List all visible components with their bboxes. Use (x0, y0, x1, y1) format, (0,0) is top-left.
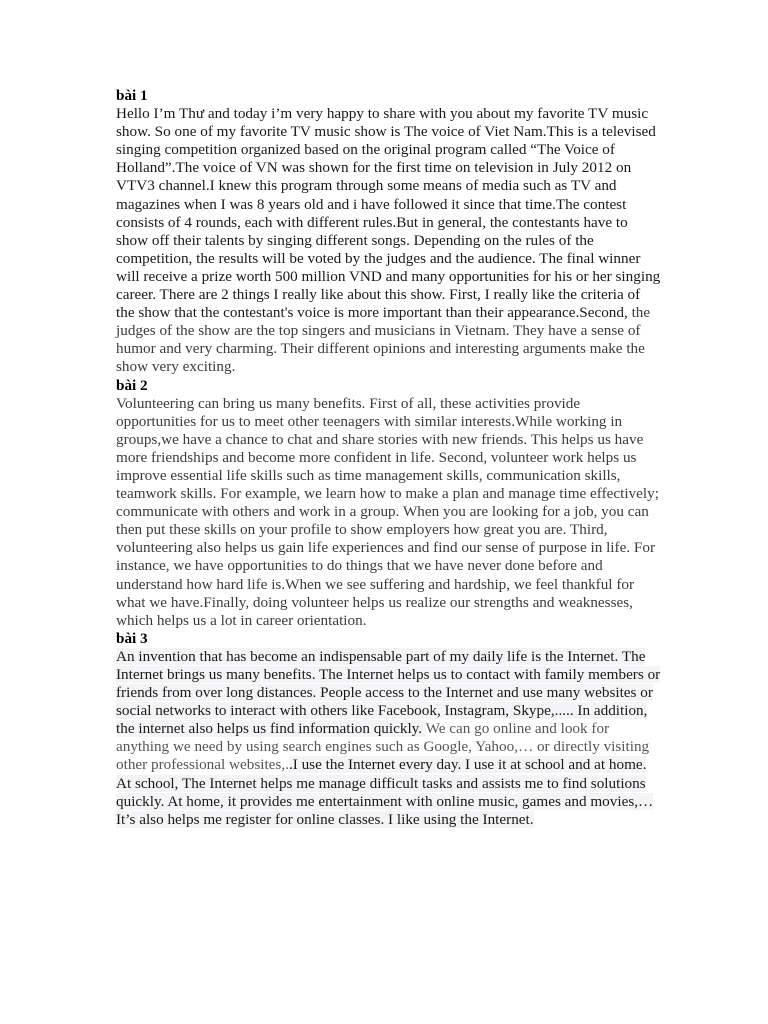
section-heading-3: bài 3 (116, 629, 148, 647)
paragraph-text: Hello I’m Thư and today i’m very happy to share with you about my favorite TV music show. So one of my favorite TV music show is The voice of Viet Nam.This is a televised singing competition organized based on the original program called “The Voice of Holland”.The voice of VN was shown for the first time on television in July 2012 on VTV3 channel.I knew this program through some means of media such as TV and magazines when I was 8 years old and i have followed it since that time.The contest consists of 4 rounds, each with different rules.But in general, the contestants have to show off their talents by singing different songs. Depending on the rules of the competition, the results will be voted by the judges and the audience. The final winner will receive a prize worth 500 million VND and many opportunities for his or her singing career. There are 2 things I really like about this show. First, I really like the criteria of the show that the contestant's voice is more important than their appearance.Second, (116, 105, 661, 322)
section-paragraph-3 (116, 648, 661, 829)
section-heading-1: bài 1 (116, 87, 148, 104)
section-heading-2: bài 2 (116, 376, 148, 394)
document-body (116, 87, 661, 829)
paragraph-text: the judges of the show are the top singers and musicians in Vietnam. They have a sense of humor and very charming. Their different opinions and interesting arguments make the show very exciting. (116, 304, 651, 376)
paragraph-text: An invention that has become an indispensable part of my daily life is the Internet. The Internet brings us many benefits. The Internet helps us to contact with family members or friends from over long distances. People access to the Internet and use many websites or social networks to interact with others like Facebook, Instagram, Skype,..... In addition, the internet also helps us find information quickly. (116, 647, 661, 738)
paragraph-text: We can go online and look for anything we need by using search engines such as Google, Yahoo,… or directly visiting other professional websites,. (116, 720, 650, 774)
section-paragraph-1 (116, 105, 661, 376)
paragraph-text: Volunteering can bring us many benefits. First of all, these activities provide opportunities for us to meet other teenagers with similar interests.While working in groups,we have a chance to chat and share stories with new friends. This helps us have more friendships and become more confident in life. Second, volunteer work helps us improve essential life skills such as time management skills, communication skills, teamwork skills. For example, we learn how to make a plan and manage time effectively; communicate with others and work in a group. When you are looking for a job, you can then put these skills on your profile to show employers how great you are. Third, volunteering also helps us gain life experiences and find our sense of purpose in life. For instance, we have opportunities to do things that we have never done before and understand how hard life is.When we see suffering and hardship, we feel thankful for what we have.Finally, doing volunteer helps us realize our strengths and weaknesses, which helps us a lot in career orientation. (116, 394, 659, 629)
paragraph-text: .I use the Internet every day. I use it at school and at home. At school, The Internet helps me manage difficult tasks and assists me to find solutions quickly. At home, it provides me entertainment with online music, games and movies,… It’s also helps me register for online classes. I like using the Internet. (116, 756, 654, 828)
section-paragraph-2 (116, 395, 661, 630)
